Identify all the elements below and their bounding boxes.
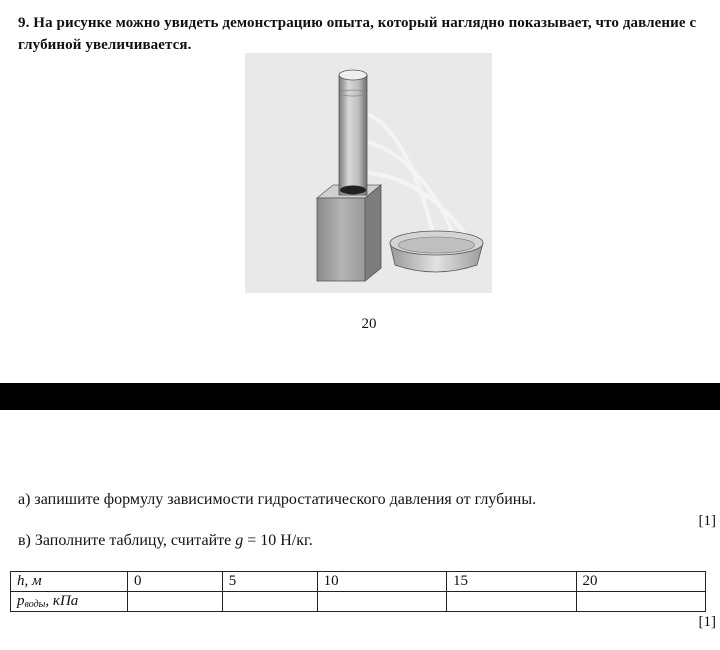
table-row-pressure xyxy=(11,592,706,612)
task-a-mark: [1] xyxy=(698,513,716,529)
depth-pressure-table xyxy=(10,571,706,612)
box xyxy=(317,185,381,281)
glass-tube xyxy=(339,70,367,195)
table-cell-pressure-blank[interactable] xyxy=(576,592,706,612)
table-cell-pressure-blank[interactable] xyxy=(128,592,223,612)
page-separator xyxy=(0,383,720,410)
bowl xyxy=(390,231,483,272)
row-label-pressure xyxy=(11,592,128,612)
pressure-symbol: p xyxy=(17,593,25,609)
table-row-depth xyxy=(11,572,706,592)
table-cell-depth: 5 xyxy=(222,572,317,592)
table-cell-depth: 15 xyxy=(447,572,576,592)
pressure-unit: , кПа xyxy=(45,593,79,609)
table-cell-depth: 10 xyxy=(317,572,446,592)
task-b-mark: [1] xyxy=(698,614,716,630)
task-a-text: а) запишите формулу зависимости гидростатического давления от глубины. xyxy=(18,491,537,508)
question-title: 9. На рисунке можно увидеть демонстрацию опыта, который наглядно показывает, что давление с глубиной увеличивается. xyxy=(18,15,697,53)
task-b-text-after: = 10 Н/кг. xyxy=(243,532,313,549)
pressure-subscript: воды xyxy=(24,599,46,610)
page-number: 20 xyxy=(361,316,377,332)
task-b-text xyxy=(18,532,313,550)
task-b-text-before: в) Заполните таблицу, считайте xyxy=(18,532,236,549)
table-cell-pressure-blank[interactable] xyxy=(447,592,576,612)
table-cell-pressure-blank[interactable] xyxy=(222,592,317,612)
table-cell-depth: 0 xyxy=(128,572,223,592)
table-cell-depth: 20 xyxy=(576,572,706,592)
table-cell-pressure-blank[interactable] xyxy=(317,592,446,612)
row-label-depth: h, м xyxy=(11,572,128,592)
task-b-variable: g xyxy=(235,532,244,549)
experiment-figure xyxy=(245,53,492,293)
